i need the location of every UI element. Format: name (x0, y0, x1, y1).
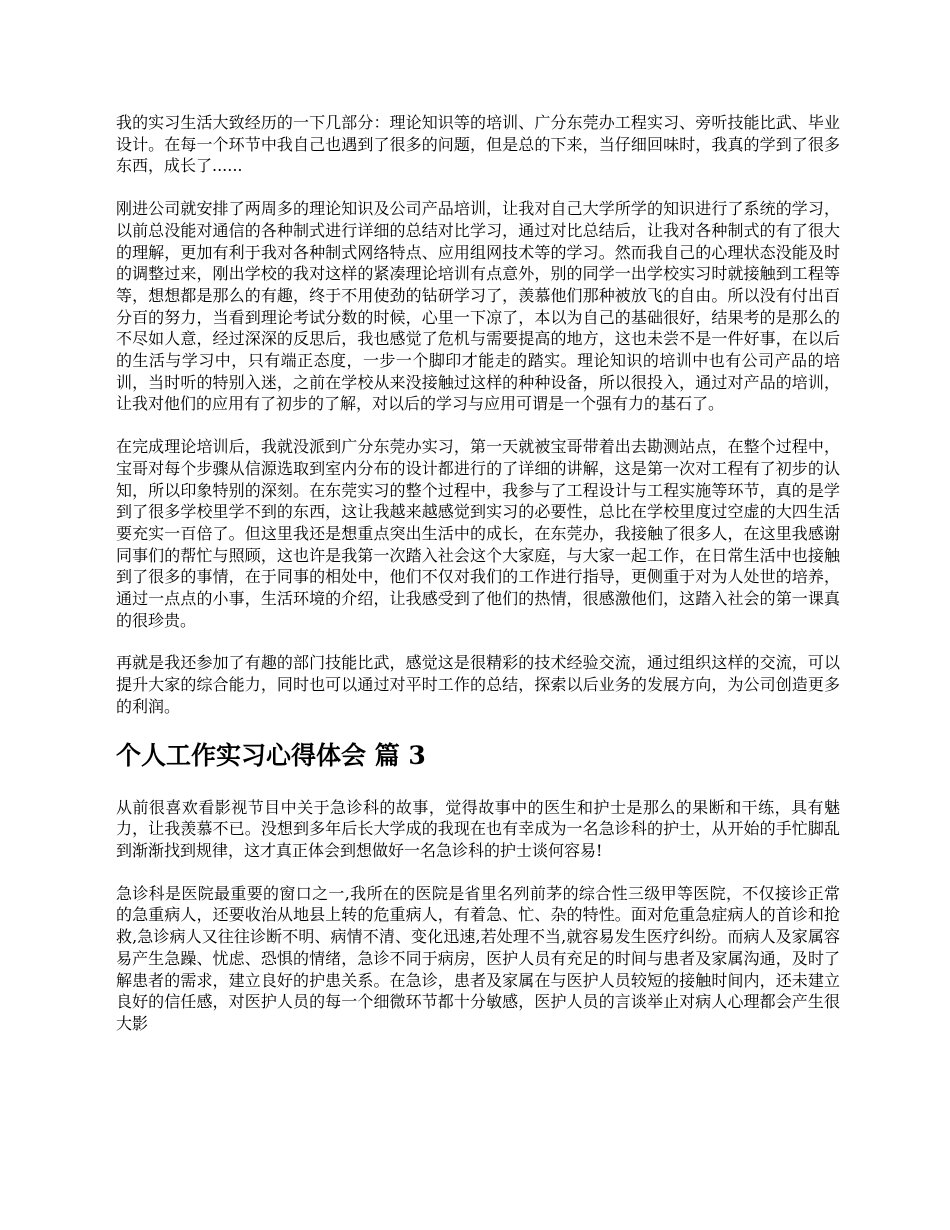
paragraph-skills-competition: 再就是我还参加了有趣的部门技能比武，感觉这是很精彩的技术经验交流，通过组织这样的交流，可以提升大家的综合能力，同时也可以通过对平时工作的总结，探索以后业务的发展方向，为公司创造更多的利润。 (116, 653, 840, 716)
document-page (116, 112, 840, 1056)
paragraph-dongguan-internship: 在完成理论培训后，我就没派到广分东莞办实习，第一天就被宝哥带着出去勘测站点，在整个过程中，宝哥对每个步骤从信源选取到室内分布的设计都进行的了详细的讲解，这是第一次对工程有了初步的认知，所以印象特别的深刻。在东莞实习的整个过程中，我参与了工程设计与工程实施等环节，真的是学到了很多学校里学不到的东西，这让我越来越感觉到实习的必要性，总比在学校里度过空虚的大四生活要充实一百倍了。但这里我还是想重点突出生活中的成长，在东莞办，我接触了很多人，在这里我感谢同事们的帮忙与照顾，这也许是我第一次踏入社会这个大家庭，与大家一起工作，在日常生活中也接触到了很多的事情，在于同事的相处中，他们不仅对我们的工作进行指导，更侧重于对为人处世的培养，通过一点点的小事，生活环境的介绍，让我感受到了他们的热情，很感激他们，这踏入社会的第一课真的很珍贵。 (116, 437, 840, 630)
paragraph-theory-training: 刚进公司就安排了两周多的理论知识及公司产品培训，让我对自己大学所学的知识进行了系统的学习，以前总没能对通信的各种制式进行详细的总结对比学习，通过对比总结后，让我对各种制式的有了很大的理解，更加有利于我对各种制式网络特点、应用组网技术等的学习。然而我自己的心理状态没能及时的调整过来，刚出学校的我对这样的紧凑理论培训有点意外，别的同学一出学校实习时就接触到工程等等，想想都是那么的有趣，终于不用使劲的钻研学习了，羡慕他们那种被放飞的自由。所以没有付出百分百的努力，当看到理论考试分数的时候，心里一下凉了，本以为自己的基础很好，结果考的是那么的不尽如人意，经过深深的反思后，我也感觉了危机与需要提高的地方，这也未尝不是一件好事，在以后的生活与学习中，只有端正态度，一步一个脚印才能走的踏实。理论知识的培训中也有公司产品的培训，当时听的特别入迷，之前在学校从来没接触过这样的种种设备，所以很投入，通过对产品的培训，让我对他们的应用有了初步的了解，对以后的学习与应用可谓是一个强有力的基石了。 (116, 199, 840, 414)
paragraph-emergency-intro: 从前很喜欢看影视节目中关于急诊科的故事，觉得故事中的医生和护士是那么的果断和干练，具有魅力，让我羡慕不已。没想到多年后长大学成的我现在也有幸成为一名急诊科的护士，从开始的手忙脚乱到渐渐找到规律，这才真正体会到想做好一名急诊科的护士谈何容易! (116, 797, 840, 860)
paragraph-emergency-department: 急诊科是医院最重要的窗口之一,我所在的医院是省里名列前茅的综合性三级甲等医院，不仅接诊正常的急重病人，还要收治从地县上转的危重病人，有着急、忙、杂的特性。面对危重急症病人的首诊和抢救,急诊病人又往往诊断不明、病情不清、变化迅速,若处理不当,就容易发生医疗纠纷。而病人及家属容易产生急躁、忧虑、恐惧的情绪，急诊不同于病房，医护人员有充足的时间与患者及家属沟通，及时了解患者的需求，建立良好的护患关系。在急诊，患者及家属在与医护人员较短的接触时间内，还未建立良好的信任感，对医护人员的每一个细微环节都十分敏感，医护人员的言谈举止对病人心理都会产生很大影 (116, 883, 840, 1033)
section-heading: 个人工作实习心得体会 篇 3 (116, 740, 426, 770)
paragraph-internship-overview: 我的实习生活大致经历的一下几部分：理论知识等的培训、广分东莞办工程实习、旁听技能比武、毕业设计。在每一个环节中我自己也遇到了很多的问题，但是总的下来，当仔细回味时，我真的学到了很多东西，成长了...... (116, 113, 840, 176)
